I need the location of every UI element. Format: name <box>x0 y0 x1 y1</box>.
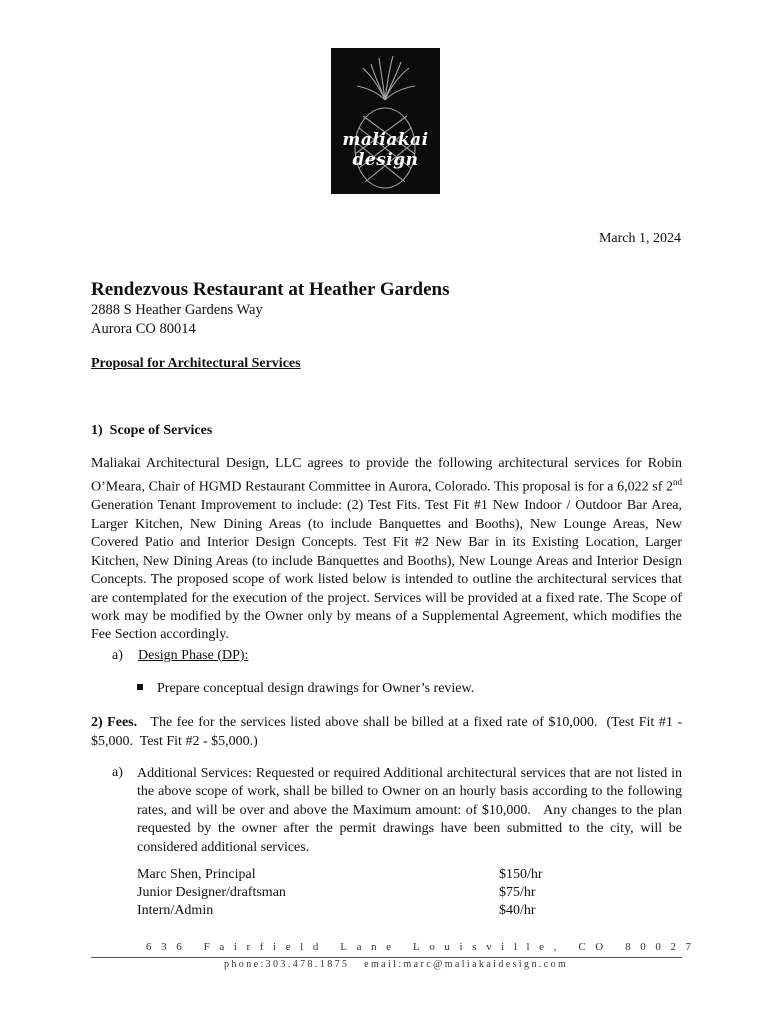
rate-name-3: Intern/Admin <box>137 903 214 918</box>
scope-paragraph <box>91 455 682 645</box>
additional-services-text: Additional Services: Requested or required Additional architectural services that are not listed in the above scope of work, shall be billed to Owner on an hourly basis according to the following rates, and will be over and above the Maximum amount: of $10,000. Any changes to the plan requested by the owner after the permit drawings have been submitted to the city, will be considered additional services. <box>137 766 686 855</box>
rate-name-2: Junior Designer/draftsman <box>137 885 286 900</box>
fees-text: The fee for the services listed above shall be billed at a fixed rate of $10,000. (Test Fit #1 - $5,000. Test Fit #2 - $5,000.) <box>91 715 686 749</box>
scope-text-sup: nd <box>673 477 682 488</box>
bullet-text: Prepare conceptual design drawings for Owner’s review. <box>157 681 475 696</box>
logo-word-maliakai: maliakai <box>342 130 429 150</box>
rate-value-1: $150/hr <box>499 867 543 882</box>
scope-text-pre: Maliakai Architectural Design, LLC agrees to provide the following architectural services for Robin O’Meara, Chair of HGMD Restaurant Committee in Aurora, Colorado. This proposal is for a 6,022 sf 2 <box>91 456 682 496</box>
fees-paragraph <box>91 713 686 751</box>
footer-address: 636 Fairfield Lane Louisville, CO 80027 <box>146 941 701 953</box>
footer-contact: phone:303.478.1875 email:marc@maliakaidesign.com <box>224 959 569 970</box>
footer-divider <box>91 957 682 958</box>
logo-word-design: design <box>352 150 419 170</box>
rate-name-1: Marc Shen, Principal <box>137 867 256 882</box>
rate-value-2: $75/hr <box>499 885 536 900</box>
design-phase-item <box>112 648 248 664</box>
document-title: Rendezvous Restaurant at Heather Gardens <box>91 279 450 300</box>
additional-services-label: a) <box>112 765 123 780</box>
design-phase-label: a) <box>112 648 123 663</box>
scope-text-post: Generation Tenant Improvement to include: (2) Test Fits. Test Fit #1 New Indoor / Outdoor Bar Area, Larger Kitchen, New Dining Areas (to include Banquettes and Booths), New Lounge Areas, New Covered Patio and Interior Design Concepts. Test Fit #2 New Bar in its Existing Location, Larger Kitchen, New Dining Areas (to include Banquettes and Booths), New Lounge Areas and Interior Design Concepts. The proposed scope of work listed below is intended to outline the architectural services that are contemplated for the execution of the project. Services will be provided at a fixed rate. The Scope of work may be modified by the Owner only by means of a Supplemental Agreement, which modifies the Fee Section accordingly. <box>91 498 682 643</box>
address-line-1: 2888 S Heather Gardens Way <box>91 302 263 318</box>
fees-heading: 2) Fees. <box>91 715 138 730</box>
square-bullet-icon <box>137 684 143 690</box>
scope-heading: 1) Scope of Services <box>91 423 213 438</box>
proposal-heading: Proposal for Architectural Services <box>91 356 301 371</box>
letter-date: March 1, 2024 <box>598 231 681 246</box>
design-phase-title: Design Phase (DP): <box>138 648 249 663</box>
rate-value-3: $40/hr <box>499 903 536 918</box>
address-line-2: Aurora CO 80014 <box>91 321 196 337</box>
pineapple-icon <box>331 48 440 194</box>
company-logo <box>331 48 440 194</box>
design-phase-bullet <box>137 681 474 697</box>
